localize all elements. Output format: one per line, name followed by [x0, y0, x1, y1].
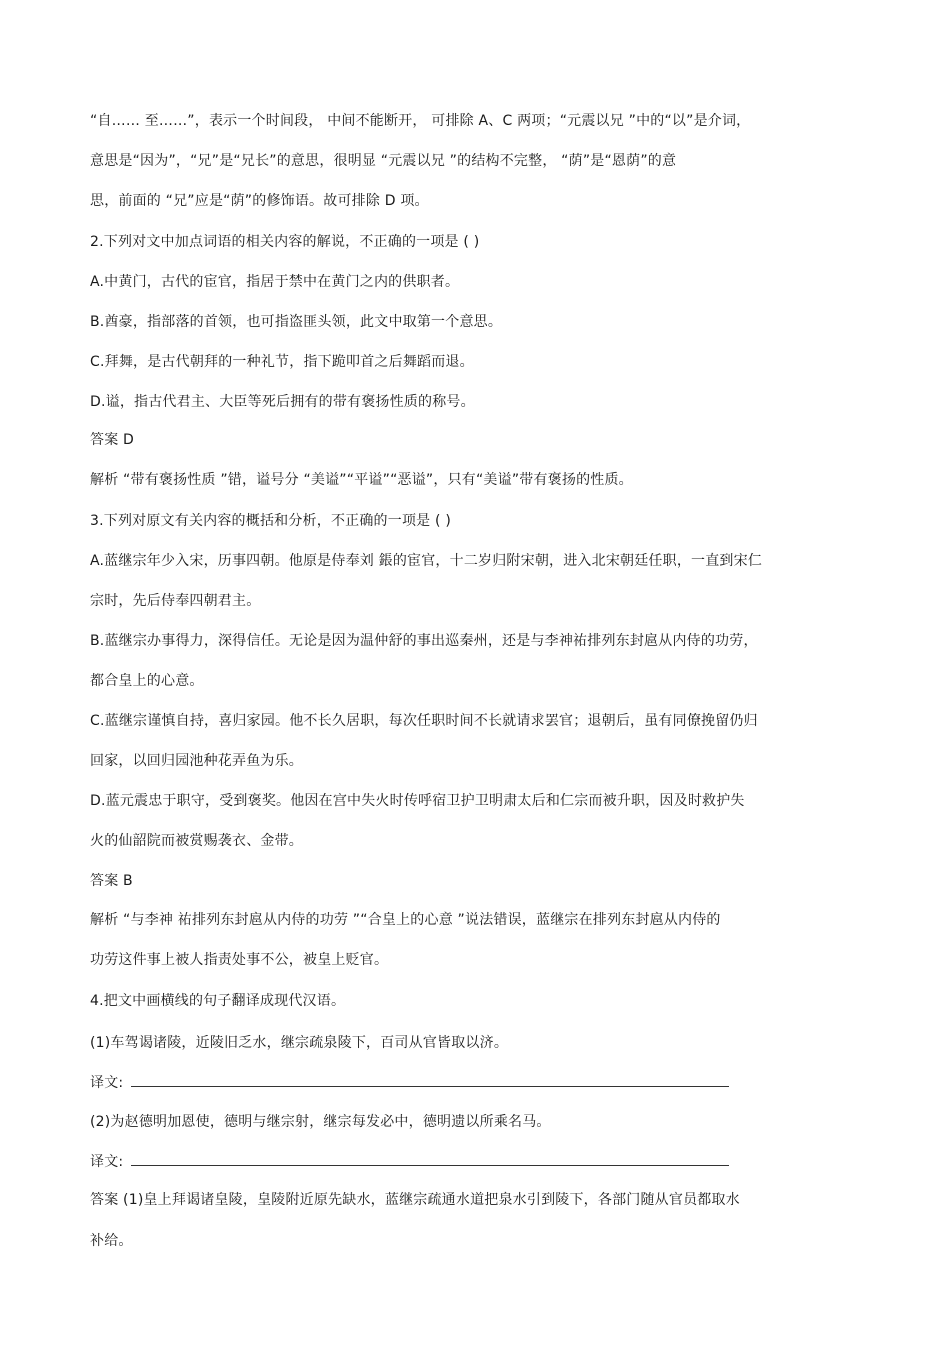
answer-line: 答案 (1)皇上拜谒诸皇陵，皇陵附近原先缺水，蓝继宗疏通水道把泉水引到陵下，各部门随从官员都取水	[90, 1192, 740, 1208]
option-b: B.蓝继宗办事得力，深得信任。无论是因为温仲舒的事出巡秦州，还是与李神祐排列东封扈从内侍的功劳，	[90, 633, 758, 649]
answer-line: 答案 D	[90, 432, 135, 448]
question-2-stem: 2.下列对文中加点词语的相关内容的解说，不正确的一项是 ( )	[90, 234, 480, 250]
option-d: D.蓝元震忠于职守，受到褒奖。他因在宫中失火时传呼宿卫护卫明肃太后和仁宗而被升职，因及时救护失	[90, 793, 745, 809]
sentence-1: (1)车驾谒诸陵，近陵旧乏水，继宗疏泉陵下，百司从官皆取以济。	[90, 1035, 509, 1051]
option-c: C.拜舞，是古代朝拜的一种礼节，指下跪叩首之后舞蹈而退。	[90, 354, 474, 370]
text-line: 思，前面的 “兄”应是“荫”的修饰语。故可排除 D 项。	[90, 193, 429, 209]
text-line: 火的仙韶院而被赏赐袭衣、金带。	[90, 833, 303, 849]
text-line: 意思是“因为”，“兄”是“兄长”的意思，很明显 “元震以兄 ”的结构不完整， “荫”是“恩荫”的意	[90, 153, 677, 169]
translation-label: 译文:	[90, 1154, 124, 1170]
analysis-line: 解析 “与李神 祐排列东封扈从内侍的功劳 ”“合皇上的心意 ”说法错误，蓝继宗在排列东封扈从内侍的	[90, 912, 721, 928]
translation-line-2	[90, 1151, 729, 1172]
text-line: 宗时，先后侍奉四朝君主。	[90, 593, 261, 609]
option-d: D.谥，指古代君主、大臣等死后拥有的带有褒扬性质的称号。	[90, 394, 475, 410]
option-a: A.蓝继宗年少入宋，历事四朝。他原是侍奉刘 鋹的宦官，十二岁归附宋朝，进入北宋朝廷任职，一直到宋仁	[90, 553, 763, 569]
option-a: A.中黄门，古代的宦官，指居于禁中在黄门之内的供职者。	[90, 274, 460, 290]
option-b: B.酋豪，指部落的首领，也可指盗匪头领，此文中取第一个意思。	[90, 314, 503, 330]
answer-line: 答案 B	[90, 873, 133, 889]
answer-blank	[131, 1151, 729, 1166]
translation-line-1	[90, 1072, 729, 1093]
answer-blank	[131, 1072, 729, 1087]
text-line: 回家，以回归园池种花弄鱼为乐。	[90, 753, 303, 769]
sentence-2: (2)为赵德明加恩使，德明与继宗射，继宗每发必中，德明遗以所乘名马。	[90, 1114, 551, 1130]
question-4-stem: 4.把文中画横线的句子翻译成现代汉语。	[90, 993, 346, 1009]
analysis-line: 解析 “带有褒扬性质 ”错，谥号分 “美谥”“平谥”“恶谥”，只有“美谥”带有褒扬的性质。	[90, 472, 633, 488]
translation-label: 译文:	[90, 1075, 124, 1091]
option-c: C.蓝继宗谨慎自持，喜归家园。他不长久居职，每次任职时间不长就请求罢官；退朝后，虽有同僚挽留仍归	[90, 713, 758, 729]
text-line: 功劳这件事上被人指责处事不公，被皇上贬官。	[90, 952, 389, 968]
text-line: 补给。	[90, 1233, 133, 1249]
question-3-stem: 3.下列对原文有关内容的概括和分析，不正确的一项是 ( )	[90, 513, 451, 529]
text-line: “自…… 至……”，表示一个时间段， 中间不能断开， 可排除 A、C 两项；“元震以兄 ”中的“以”是介词，	[90, 113, 751, 129]
text-line: 都合皇上的心意。	[90, 673, 204, 689]
